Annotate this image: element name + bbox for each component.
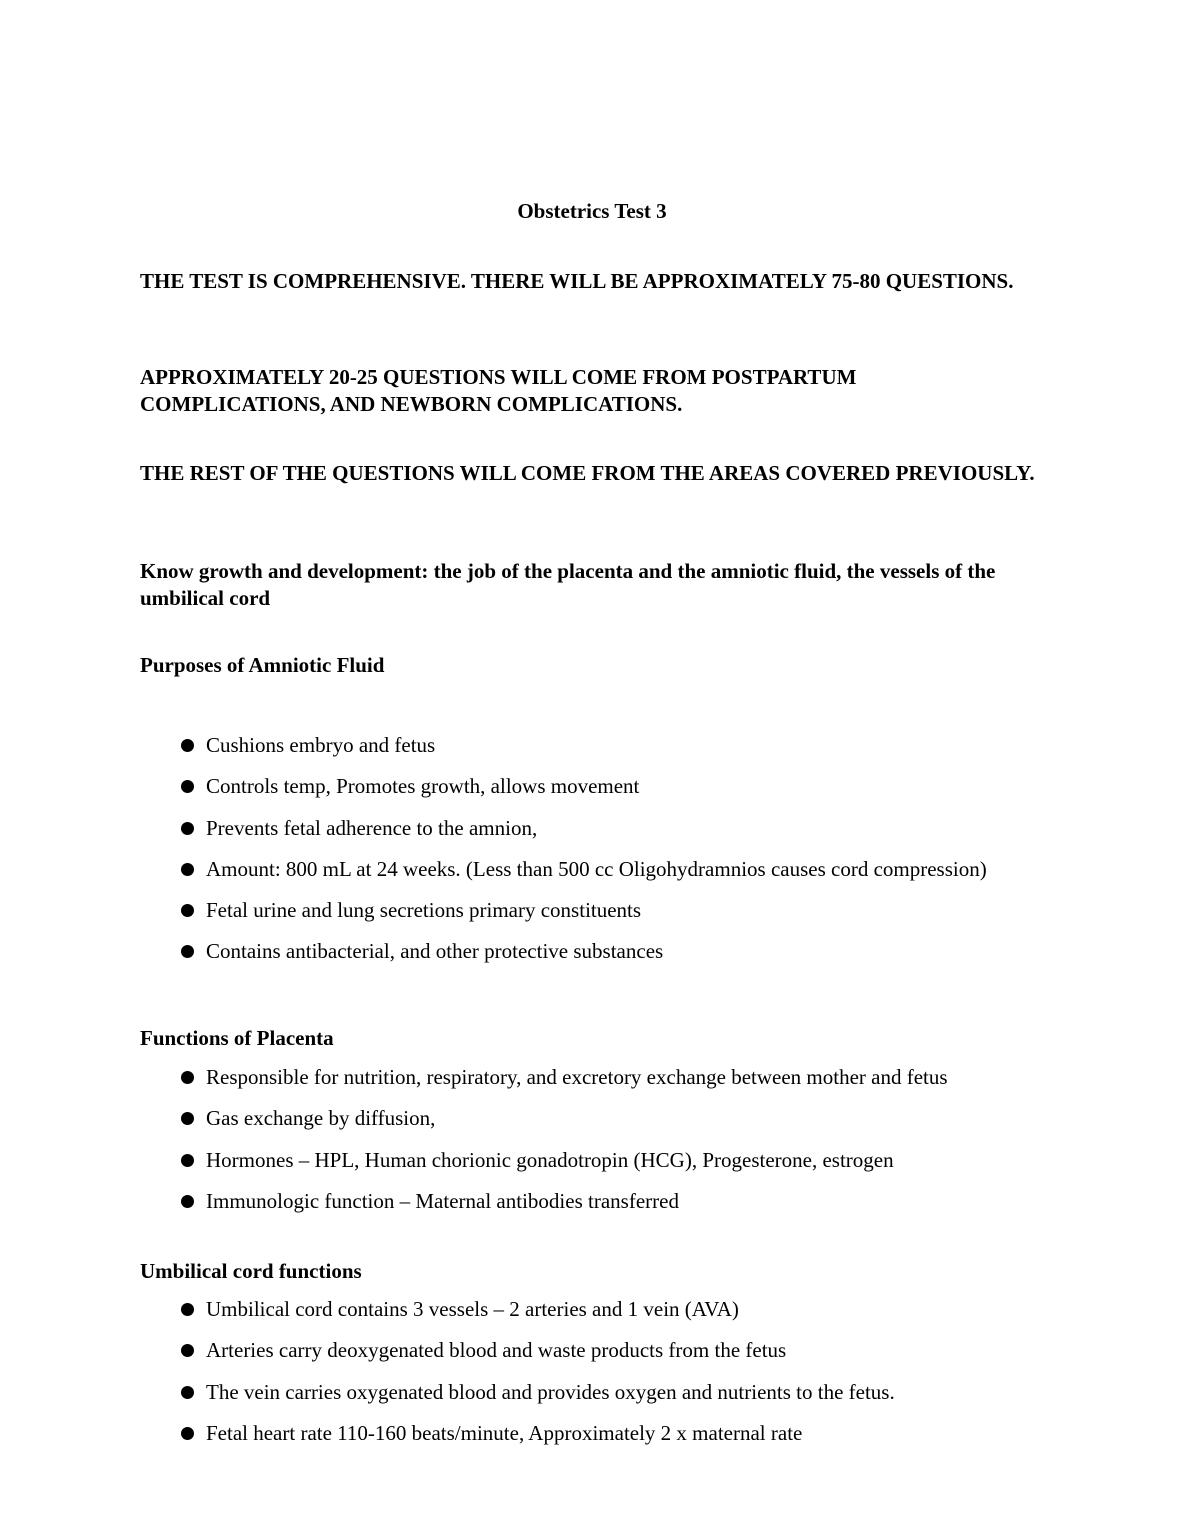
bullet-icon xyxy=(181,1071,194,1084)
list-item-text: Controls temp, Promotes growth, allows movement xyxy=(206,774,640,799)
list-item-text: The vein carries oxygenated blood and provides oxygen and nutrients to the fetus. xyxy=(206,1379,895,1404)
list-item-text: Cushions embryo and fetus xyxy=(206,733,436,757)
bullet-icon xyxy=(181,780,194,793)
list-item-text: Umbilical cord contains 3 vessels – 2 arteries and 1 vein (AVA) xyxy=(206,1297,739,1321)
bullet-icon xyxy=(181,904,194,917)
bullet-icon xyxy=(181,1303,194,1316)
section-heading-placenta: Functions of Placenta xyxy=(140,1026,334,1050)
list-item-text: Immunologic function – Maternal antibodies transferred xyxy=(206,1188,679,1213)
list-item-text: Responsible for nutrition, respiratory, and excretory exchange between mother and fetus xyxy=(206,1065,948,1089)
bullet-icon xyxy=(181,1427,194,1440)
bullet-icon xyxy=(181,945,194,958)
bullet-icon xyxy=(181,863,194,876)
bullet-icon xyxy=(181,1386,194,1399)
bullet-icon xyxy=(181,1112,194,1125)
section-heading-amniotic-fluid: Purposes of Amniotic Fluid xyxy=(140,653,385,677)
page-title: Obstetrics Test 3 xyxy=(517,199,667,223)
list-item-text: Fetal heart rate 110-160 beats/minute, Approximately 2 x maternal rate xyxy=(206,1420,803,1445)
intro-paragraph-growth: Know growth and development: the job of the placenta and the amniotic fluid, the vessels of the umbilical cord xyxy=(140,559,996,610)
list-item-text: Arteries carry deoxygenated blood and waste products from the fetus xyxy=(206,1338,787,1363)
list-item-text: Contains antibacterial, and other protective substances xyxy=(206,939,664,964)
intro-paragraph-comprehensive: THE TEST IS COMPREHENSIVE. THERE WILL BE APPROXIMATELY 75-80 QUESTIONS. xyxy=(140,269,1014,293)
bullet-icon xyxy=(181,822,194,835)
list-item-text: Hormones – HPL, Human chorionic gonadotropin (HCG), Progesterone, estrogen xyxy=(206,1147,894,1172)
intro-paragraph-postpartum: APPROXIMATELY 20-25 QUESTIONS WILL COME FROM POSTPARTUM COMPLICATIONS, AND NEWBORN COMPLICATIONS. xyxy=(140,365,857,416)
list-item-text: Amount: 800 mL at 24 weeks. (Less than 500 cc Oligohydramnios causes cord compression) xyxy=(206,856,987,881)
list-item-text: Fetal urine and lung secretions primary constituents xyxy=(206,898,642,923)
bullet-icon xyxy=(181,739,194,752)
list-item-text: Gas exchange by diffusion, xyxy=(206,1106,436,1131)
bullet-icon xyxy=(181,1344,194,1357)
bullet-icon xyxy=(181,1154,194,1167)
list-item-text: Prevents fetal adherence to the amnion, xyxy=(206,815,538,840)
section-heading-umbilical-cord: Umbilical cord functions xyxy=(140,1259,362,1283)
bullet-icon xyxy=(181,1195,194,1208)
intro-paragraph-rest: THE REST OF THE QUESTIONS WILL COME FROM THE AREAS COVERED PREVIOUSLY. xyxy=(140,461,1035,485)
